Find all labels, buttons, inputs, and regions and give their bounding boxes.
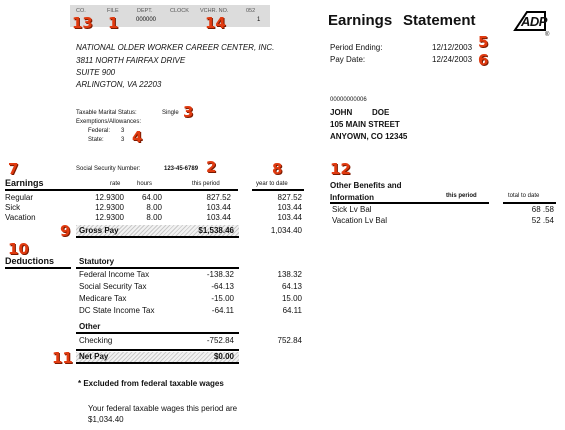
other-benefits-title-line1: Other Benefits and [330,181,402,190]
statement-title-earnings: Earnings [328,12,393,29]
vchr-value: 052 [246,8,256,14]
other-benefits-title-line2: Information [330,193,374,202]
adp-logo-text: ADP [521,14,547,29]
earnings-row-period: 827.52 [206,193,231,202]
employee-city: ANYOWN, CO 12345 [330,132,408,141]
earnings-col-period: this period [192,181,220,187]
deduction-row-period: -138.32 [206,270,234,279]
marker-10: 10 [8,240,29,258]
marker-11: 11 [52,349,73,367]
marker-13: 13 [72,14,93,32]
benefit-row-ytd: 68 .58 [531,205,554,214]
pay-date-value: 12/24/2003 [432,55,473,64]
other-benefits-rule-left [330,202,489,204]
deduction-row-name: DC State Income Tax [79,306,155,315]
net-pay-top-rule [76,349,239,351]
deduction-row-name: Medicare Tax [79,294,127,303]
pay-date-label: Pay Date: [330,55,366,64]
deduction-row-ytd: 15.00 [281,294,302,303]
dept-label: DEPT. [137,8,153,14]
deduction-row-period: -752.84 [206,336,234,345]
earnings-row-ytd: 103.44 [277,213,302,222]
net-pay-value: $0.00 [213,352,234,361]
co-label: CO. [76,8,86,14]
earnings-row-ytd: 103.44 [277,203,302,212]
employee-first-name: JOHN [330,108,353,117]
employee-street: 105 MAIN STREET [330,120,400,129]
company-city: ARLINGTON, VA 22203 [76,80,162,89]
other-benefits-col-ytd: total to date [508,193,540,199]
earnings-row-period: 103.44 [206,203,231,212]
gross-pay-ytd: 1,034.40 [270,226,302,235]
benefit-row-ytd: 52 .54 [531,216,554,225]
other-benefits-rule-right [503,202,556,204]
benefit-row-name: Vacation Lv Bal [332,216,387,225]
earnings-row-hours: 8.00 [146,203,162,212]
statement-title-statement: Statement [403,12,476,29]
marital-status-label: Taxable Marital Status: [76,110,137,116]
gross-pay-label: Gross Pay [79,226,119,235]
federal-exemptions-value: 3 [121,128,125,134]
period-ending-value: 12/12/2003 [432,43,473,52]
dept-value: 000000 [136,17,157,23]
vchr-label: VCHR. NO. [200,8,229,14]
deduction-row-ytd: 752.84 [277,336,302,345]
earnings-col-ytd: year to date [256,181,288,187]
marker-1: 1 [108,14,119,32]
adp-logo [513,10,547,32]
marker-12: 12 [330,160,351,178]
deduction-row-period: -64.13 [211,282,234,291]
benefit-row-name: Sick Lv Bal [332,205,372,214]
net-pay-label: Net Pay [79,352,109,361]
company-name: NATIONAL OLDER WORKER CAREER CENTER, INC. [76,43,275,52]
ssn-label: Social Security Number: [76,166,141,172]
page-value: 1 [257,17,261,23]
statutory-label: Statutory [79,257,115,266]
excluded-note: * Excluded from federal taxable wages [78,379,224,388]
earnings-col-rate: rate [110,181,121,187]
marker-3: 3 [183,103,194,121]
company-address1: 3811 NORTH FAIRFAX DRIVE [76,56,186,65]
marker-6: 6 [478,51,489,69]
taxable-wages-line2: $1,034.40 [88,415,124,424]
period-ending-label: Period Ending: [330,43,383,52]
deductions-rule [5,267,71,269]
registered-mark: ® [545,32,550,38]
taxable-wages-line1: Your federal taxable wages this period are [88,404,238,413]
deduction-row-name: Checking [79,336,113,345]
deduction-row-period: -15.00 [211,294,234,303]
exemptions-label: Exemptions/Allowances: [76,119,142,125]
marker-2: 2 [206,158,217,176]
file-label: FILE [107,8,119,14]
earnings-row-rate: 12.9300 [95,213,124,222]
deduction-row-ytd: 64.13 [281,282,302,291]
federal-exemptions-label: Federal: [88,128,111,134]
company-address2: SUITE 900 [76,68,116,77]
state-exemptions-value: 3 [121,137,125,143]
deduction-row-ytd: 138.32 [277,270,302,279]
marker-7: 7 [8,160,19,178]
deduction-row-name: Federal Income Tax [79,270,150,279]
earnings-row-hours: 64.00 [141,193,162,202]
earnings-row-hours: 8.00 [146,213,162,222]
employee-last-name: DOE [372,108,390,117]
earnings-row-name: Regular [5,193,34,202]
earnings-col-hours: hours [137,181,153,187]
deduction-row-period: -64.11 [211,306,234,315]
earnings-row-ytd: 827.52 [277,193,302,202]
employee-id: 00000000006 [330,97,367,103]
earnings-row-rate: 12.9300 [95,203,124,212]
deduction-row-name: Social Security Tax [79,282,147,291]
ssn-value: 123-45-6789 [164,166,199,172]
other-label: Other [79,322,101,331]
marker-14: 14 [205,14,226,32]
marker-8: 8 [272,160,283,178]
marker-9: 9 [60,222,71,240]
marital-status-value: Single [162,110,179,116]
statutory-rule [76,267,239,269]
earnings-row-name: Sick [5,203,21,212]
clock-label: CLOCK [170,8,189,14]
earnings-rule-right [252,189,304,191]
marker-5: 5 [478,33,489,51]
other-benefits-col-period: this period [446,193,477,199]
earnings-row-rate: 12.9300 [95,193,124,202]
gross-pay-period: $1,538.46 [198,226,234,235]
deduction-row-ytd: 64.11 [282,306,302,315]
earnings-title: Earnings [5,178,44,188]
state-exemptions-label: State: [88,137,104,143]
earnings-rule-left [5,189,238,191]
deductions-title: Deductions [5,256,55,266]
other-rule [76,332,239,334]
earnings-row-name: Vacation [5,213,36,222]
marker-4: 4 [132,128,143,146]
earnings-row-period: 103.44 [206,213,231,222]
